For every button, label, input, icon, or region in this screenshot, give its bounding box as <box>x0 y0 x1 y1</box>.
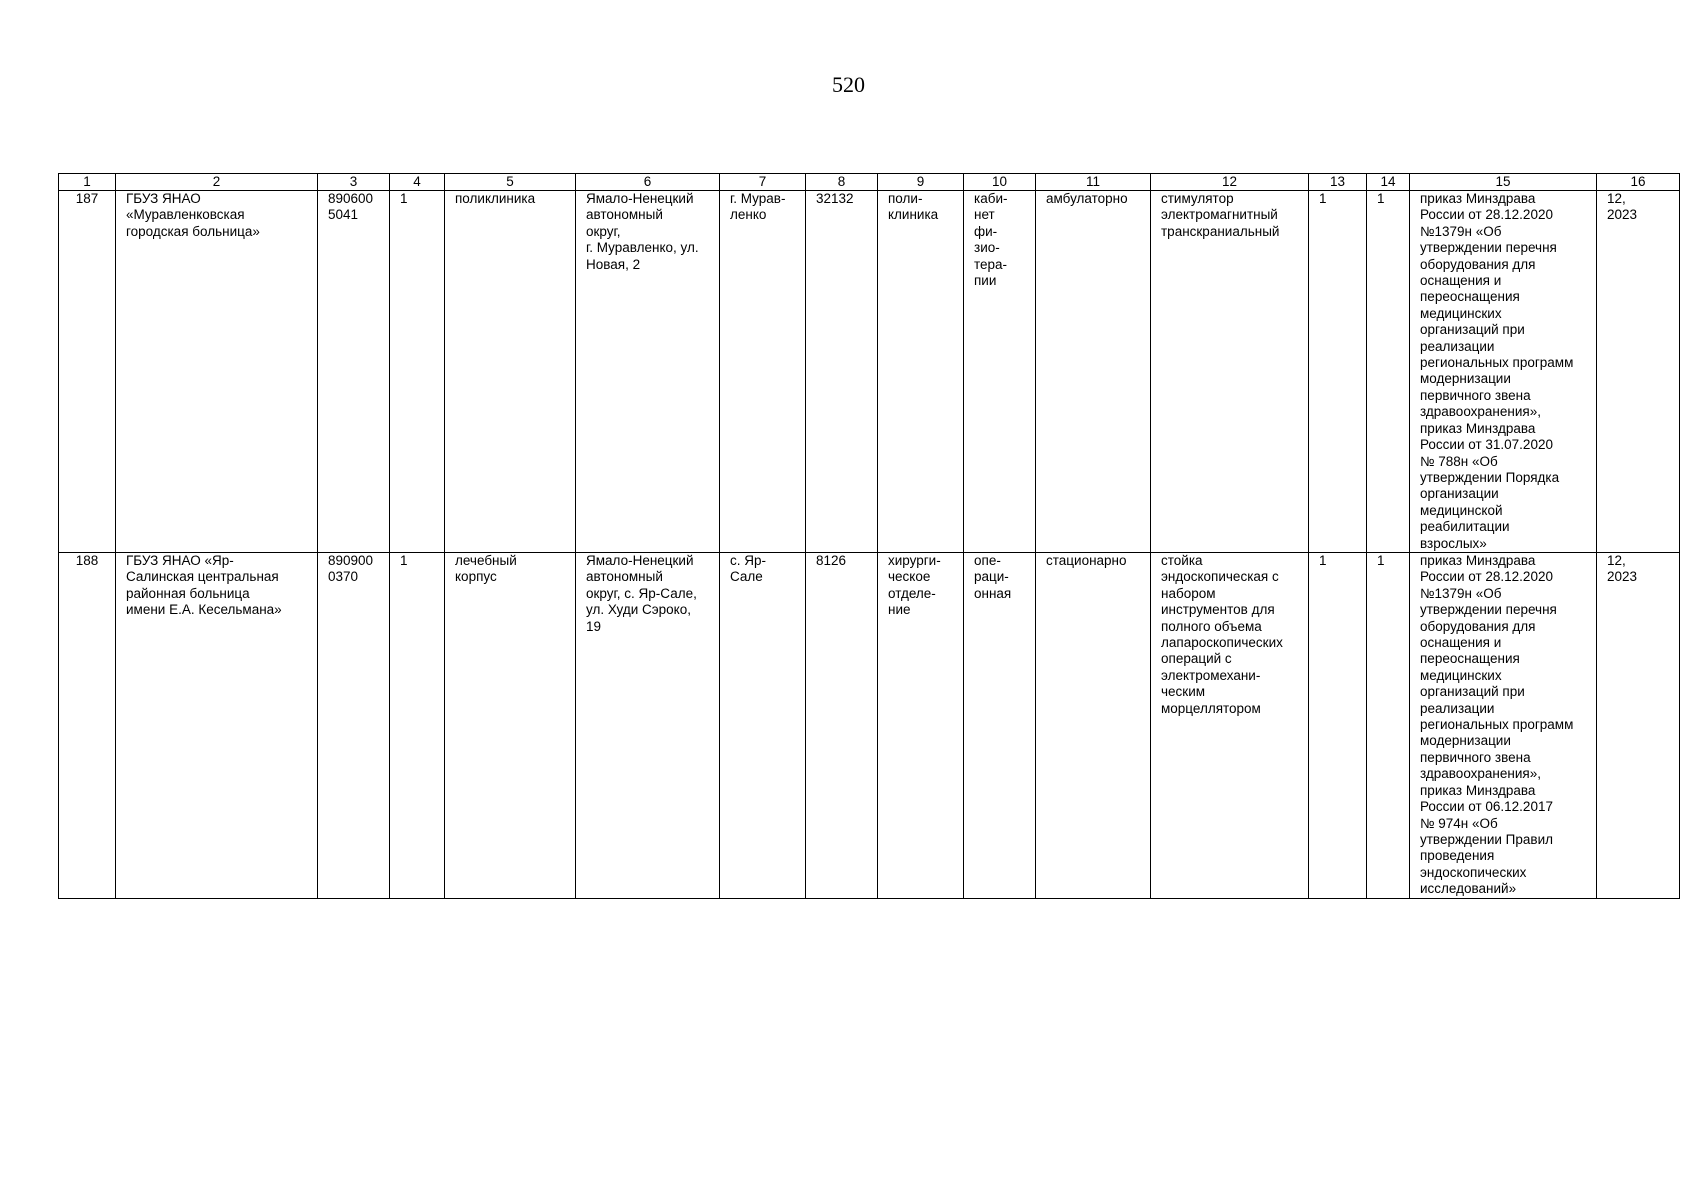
column-number-header: 8 <box>806 174 878 191</box>
regulation-cell: приказ Минздрава России от 28.12.2020 №1379н «Об утверждении перечня оборудования для оснащения и переоснащения медицинских организаций при реализации региональных программ модернизации первичного звена здравоохранения», приказ Минздрава России от 31.07.2020 № 788н «Об утверждении Порядка организации медицинской реабилитации взрослых» <box>1420 191 1574 551</box>
population-cell: 32132 <box>816 191 854 206</box>
settlement-cell: с. Яр- Сале <box>730 553 767 585</box>
equipment-cell: стойка эндоскопическая с набором инструментов для полного объема лапароскопических операций с электромехани- ческим морцеллятором <box>1161 553 1283 716</box>
room-cell: каби- нет фи- зио- тера- пии <box>974 191 1008 289</box>
page-number: 520 <box>832 72 865 97</box>
institution-code-cell: 890600 5041 <box>328 191 374 223</box>
column-number-header: 4 <box>390 174 445 191</box>
column-number-header: 16 <box>1597 174 1680 191</box>
address-cell: Ямало-Ненецкий автономный округ, г. Муравленко, ул. Новая, 2 <box>586 191 699 272</box>
table-row <box>59 191 1680 553</box>
room-cell: опе- раци- онная <box>974 553 1012 601</box>
department-cell: поли- клиника <box>888 191 939 223</box>
column-number-header: 3 <box>318 174 390 191</box>
column-number-header: 6 <box>576 174 720 191</box>
row-number-cell: 188 <box>75 553 99 568</box>
equipment-cell: стимулятор электромагнитный транскраниальный <box>1161 191 1280 239</box>
department-cell: хирурги- ческое отделе- ние <box>888 553 941 618</box>
column-number-header: 15 <box>1410 174 1597 191</box>
period-cell: 12, 2023 <box>1607 553 1638 585</box>
regulation-cell: приказ Минздрава России от 28.12.2020 №1379н «Об утверждении перечня оборудования для оснащения и переоснащения медицинских организаций при реализации региональных программ модернизации первичного звена здравоохранения», приказ Минздрава России от 06.12.2017 № 974н «Об утверждении Правил проведения эндоскопических исследований» <box>1420 553 1574 897</box>
table-row <box>59 553 1680 899</box>
column-number-header: 10 <box>964 174 1036 191</box>
column-number-header: 2 <box>116 174 318 191</box>
column-number-header: 13 <box>1309 174 1367 191</box>
column-13-cell: 1 <box>1319 553 1327 568</box>
address-cell: Ямало-Ненецкий автономный округ, с. Яр-Сале, ул. Худи Сэроко, 19 <box>586 553 697 634</box>
column-4-cell: 1 <box>400 553 408 568</box>
column-14-cell: 1 <box>1377 191 1385 206</box>
column-number-header: 9 <box>878 174 964 191</box>
building-cell: лечебный корпус <box>455 553 517 585</box>
column-number-header: 7 <box>720 174 806 191</box>
column-number-header: 14 <box>1367 174 1410 191</box>
care-mode-cell: стационарно <box>1046 553 1127 568</box>
column-13-cell: 1 <box>1319 191 1327 206</box>
care-mode-cell: амбулаторно <box>1046 191 1128 206</box>
row-number-cell: 187 <box>75 191 99 206</box>
column-number-header: 5 <box>445 174 576 191</box>
period-cell: 12, 2023 <box>1607 191 1638 223</box>
institution-code-cell: 890900 0370 <box>328 553 374 585</box>
institution-name-cell: ГБУЗ ЯНАО «Яр- Салинская центральная районная больница имени Е.А. Кесельмана» <box>126 553 282 618</box>
column-14-cell: 1 <box>1377 553 1385 568</box>
equipment-registry-table <box>58 173 1680 899</box>
building-cell: поликлиника <box>455 191 536 206</box>
population-cell: 8126 <box>816 553 847 568</box>
institution-name-cell: ГБУЗ ЯНАО «Муравленковская городская больница» <box>126 191 260 239</box>
column-number-header: 11 <box>1036 174 1151 191</box>
column-number-header-row <box>59 174 1680 191</box>
column-number-header: 12 <box>1151 174 1309 191</box>
settlement-cell: г. Мурав- ленко <box>730 191 786 223</box>
column-4-cell: 1 <box>400 191 408 206</box>
column-number-header: 1 <box>59 174 116 191</box>
